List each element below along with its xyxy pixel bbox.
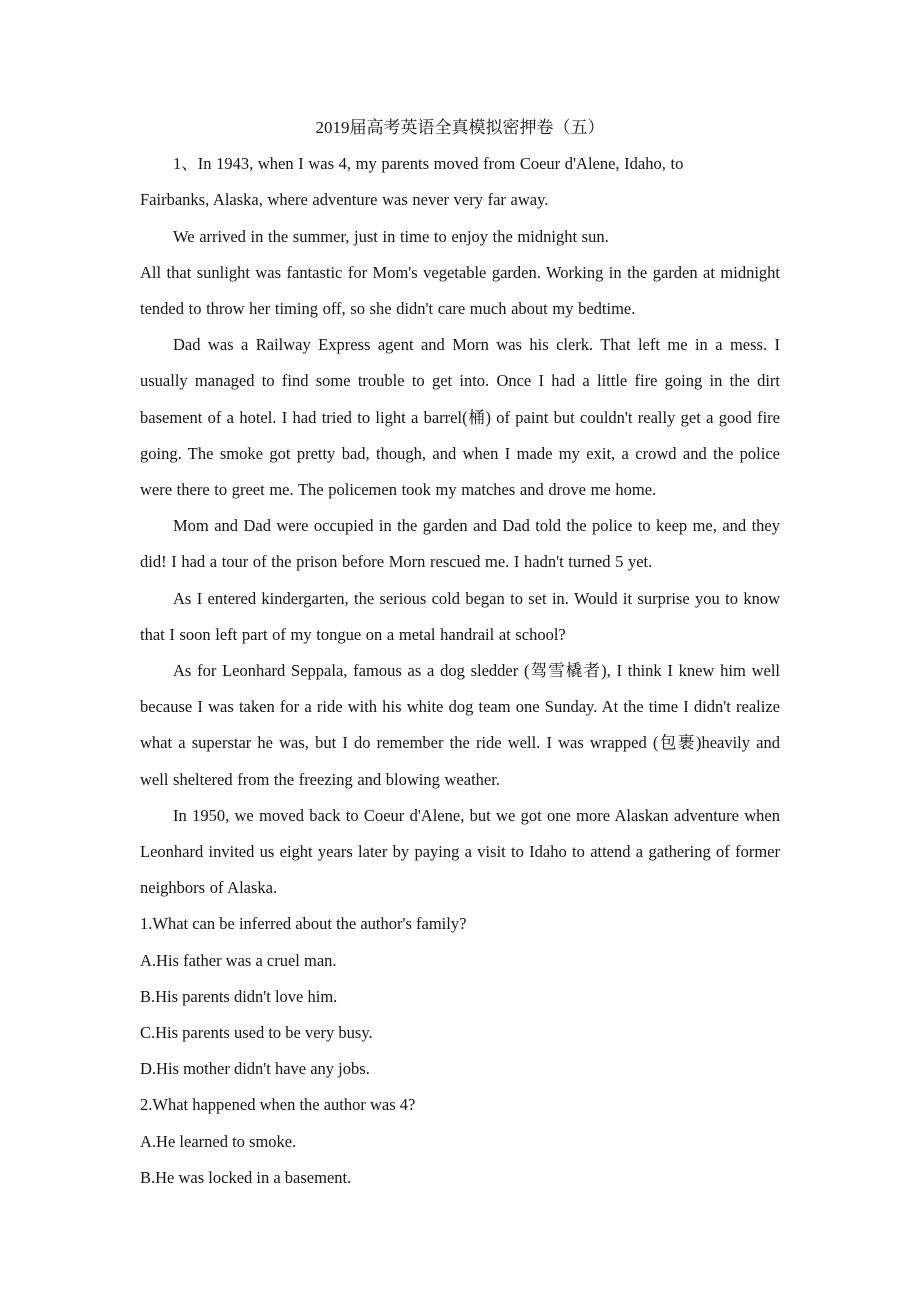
question-2-option-b: B.He was locked in a basement.	[140, 1167, 352, 1187]
passage-paragraph-2-body: All that sunlight was fantastic for Mom's vegetable garden. Working in the garden at midnight tended to throw her timing off, so she didn't care much about my bedtime.	[140, 262, 780, 319]
question-1-option-d: D.His mother didn't have any jobs.	[140, 1059, 370, 1079]
passage-paragraph-2-lead: We arrived in the summer, just in time to enjoy the midnight sun.	[173, 226, 609, 246]
question-1: 1.What can be inferred about the author's family?	[140, 914, 467, 934]
passage-paragraph-4: Mom and Dad were occupied in the garden and Dad told the police to keep me, and they did! I had a tour of the prison before Morn rescued me. I hadn't turned 5 yet.	[140, 516, 780, 572]
document-title: 2019届高考英语全真模拟密押卷（五）	[315, 118, 605, 137]
passage-paragraph-1-line-1: 1、In 1943, when I was 4, my parents moved from Coeur d'Alene, Idaho, to	[173, 154, 684, 174]
question-2-option-a: A.He learned to smoke.	[140, 1131, 297, 1151]
passage-paragraph-6: As for Leonhard Seppala, famous as a dog sledder (驾雪橇者), I think I knew him well because I was taken for a ride with his white dog team one Sunday. At the time I didn't realize what a superstar he was, but I do remember the ride well. I was wrapped (包裹)heavily and well sheltered from the freezing and blowing weather.	[140, 661, 780, 789]
question-1-option-c: C.His parents used to be very busy.	[140, 1023, 373, 1043]
passage-paragraph-5: As I entered kindergarten, the serious cold began to set in. Would it surprise you to know that I soon left part of my tongue on a metal handrail at school?	[140, 588, 780, 644]
question-1-option-b: B.His parents didn't love him.	[140, 986, 338, 1006]
question-2: 2.What happened when the author was 4?	[140, 1095, 416, 1115]
passage-paragraph-3: Dad was a Railway Express agent and Morn was his clerk. That left me in a mess. I usually managed to find some trouble to get into. Once I had a little fire going in the dirt basement of a hotel. I had tried to light a barrel(桶) of paint but couldn't really get a good fire going. The smoke got pretty bad, though, and when I made my exit, a crowd and the police were there to greet me. The policemen took my matches and drove me home.	[140, 335, 780, 500]
question-1-option-a: A.His father was a cruel man.	[140, 950, 337, 970]
passage-paragraph-7: In 1950, we moved back to Coeur d'Alene, but we got one more Alaskan adventure when Leonhard invited us eight years later by paying a visit to Idaho to attend a gathering of former neighbors of Alaska.	[140, 805, 780, 898]
passage-paragraph-1-line-2: Fairbanks, Alaska, where adventure was never very far away.	[140, 190, 549, 210]
